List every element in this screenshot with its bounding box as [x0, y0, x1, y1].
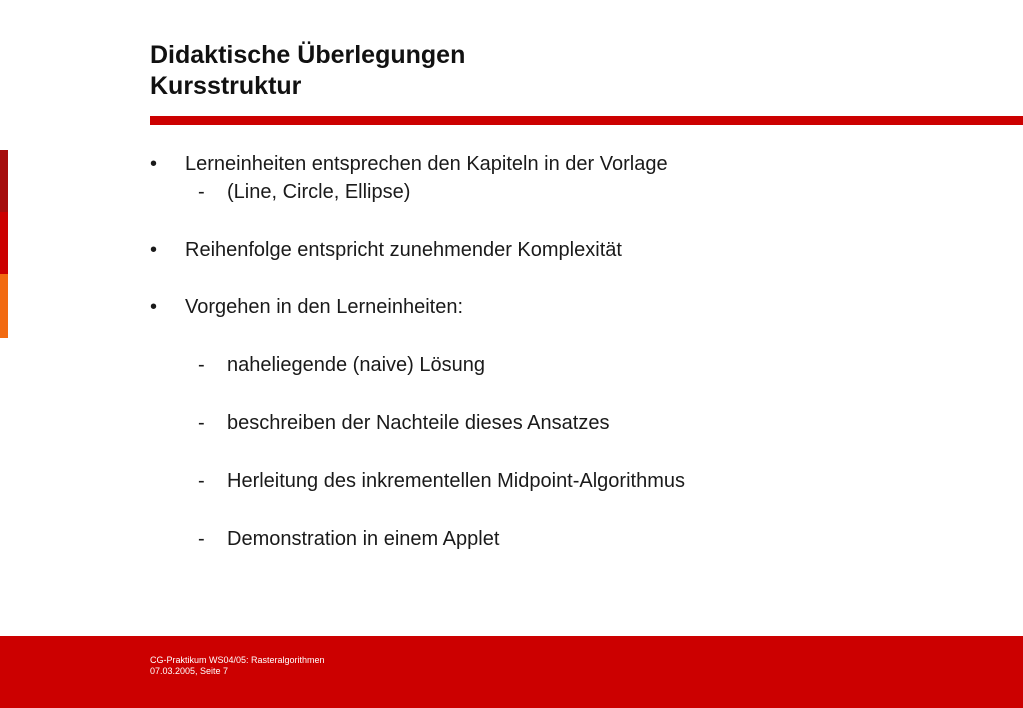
sub-bullet-marker: - — [198, 412, 205, 434]
footer-course: CG-Praktikum WS04/05: Rasteralgorithmen — [150, 655, 325, 665]
sub-bullet-text: naheliegende (naive) Lösung — [227, 354, 485, 376]
bullet-text: Lerneinheiten entsprechen den Kapiteln in der Vorlage — [185, 153, 668, 175]
sub-bullet-text: beschreiben der Nachteile dieses Ansatzes — [227, 412, 610, 434]
bullet-text: Reihenfolge entspricht zunehmender Komplexität — [185, 239, 622, 261]
sub-bullet-text: Herleitung des inkrementellen Midpoint-Algorithmus — [227, 470, 685, 492]
footer-bar — [0, 636, 1023, 708]
sub-bullet-text: (Line, Circle, Ellipse) — [227, 181, 411, 203]
sub-bullet-text: Demonstration in einem Applet — [227, 528, 500, 550]
bullet-marker: • — [150, 153, 158, 175]
sub-bullet-marker: - — [198, 181, 205, 203]
sub-bullet-marker: - — [198, 528, 205, 550]
slide-title-line1: Didaktische Überlegungen — [150, 41, 466, 69]
bullet-marker: • — [150, 239, 158, 261]
bullet-marker: • — [150, 296, 158, 318]
slide-subtitle: Kursstruktur — [150, 72, 302, 100]
footer-date-page: 07.03.2005, Seite 7 — [150, 666, 229, 676]
bullet-text: Vorgehen in den Lerneinheiten: — [185, 296, 464, 318]
sub-bullet-marker: - — [198, 470, 205, 492]
sub-bullet-marker: - — [198, 354, 205, 376]
